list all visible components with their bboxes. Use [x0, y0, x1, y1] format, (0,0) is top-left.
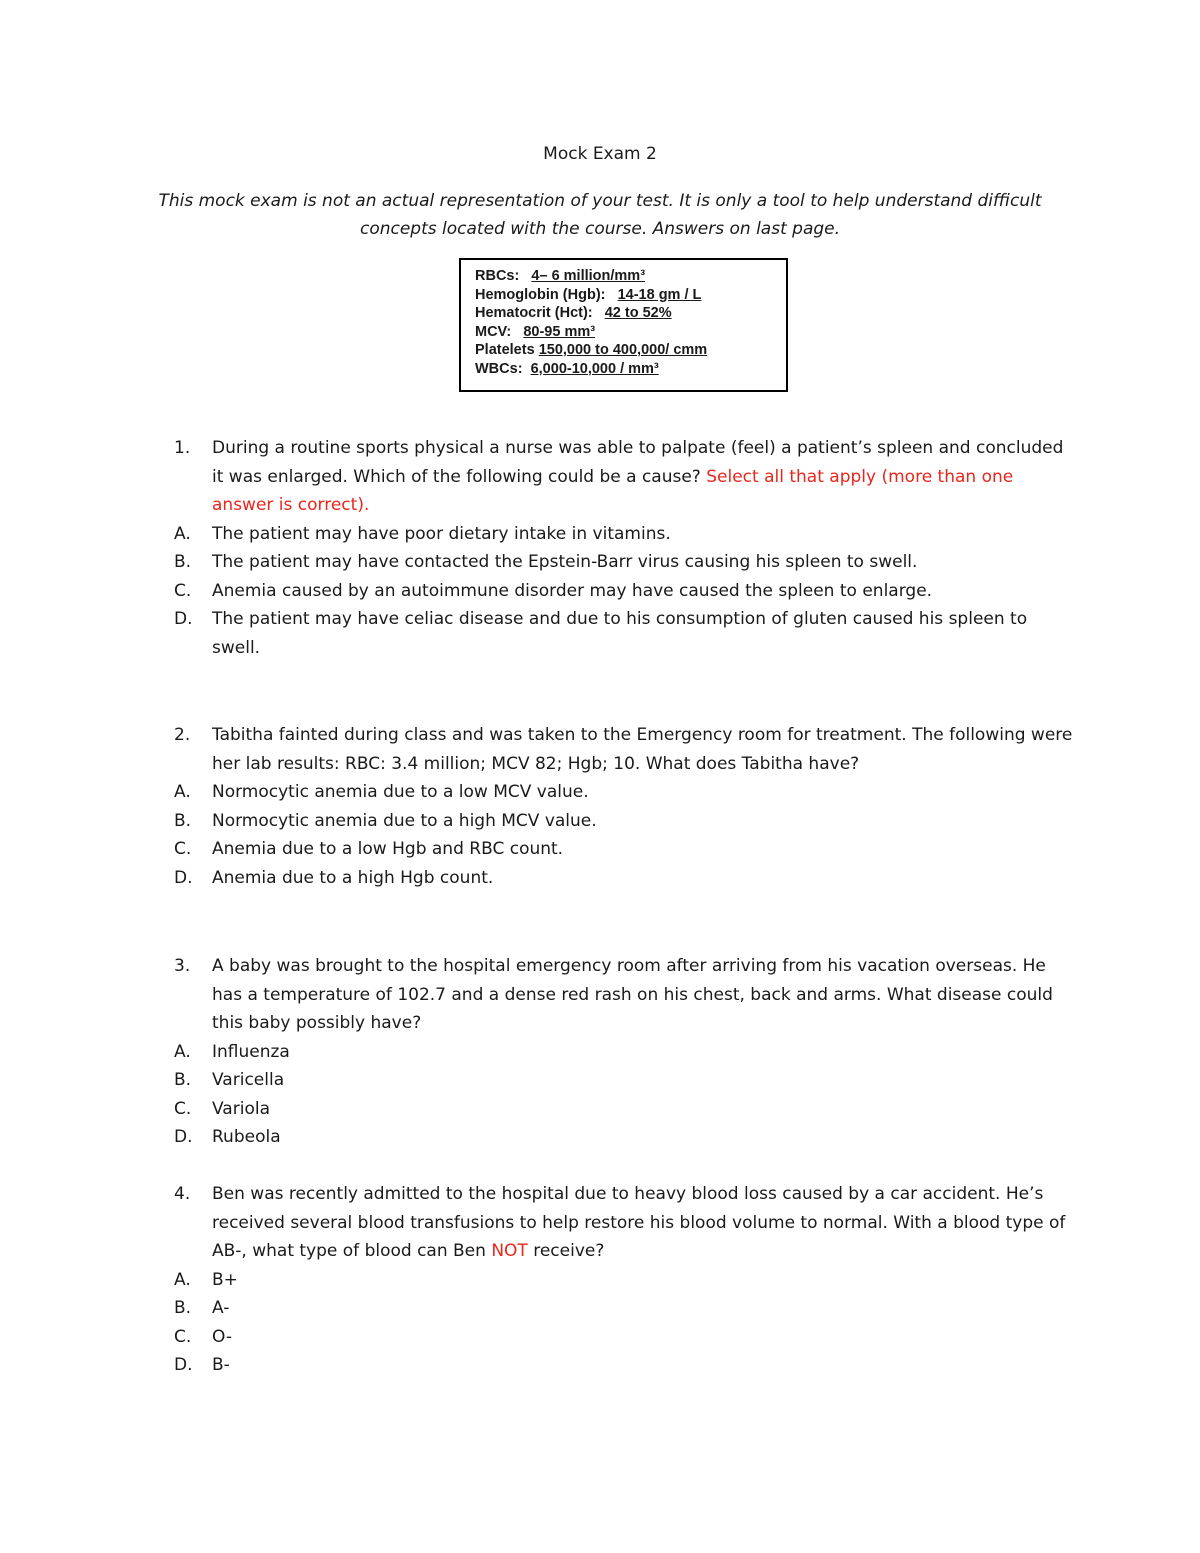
option-d[interactable] — [174, 605, 1074, 662]
option-letter: D. — [174, 1355, 193, 1375]
question-text — [212, 1180, 1074, 1266]
question-stem — [174, 721, 1074, 778]
option-text: Anemia caused by an autoimmune disorder may have caused the spleen to enlarge. — [212, 580, 933, 601]
option-text: Normocytic anemia due to a low MCV value. — [212, 782, 589, 802]
option-c[interactable] — [174, 577, 1074, 606]
question-text-part: Ben was recently admitted to the hospital due to heavy blood loss caused by a car accident. He’s received several blood transfusions to help restore his blood volume to normal. With a blood type of AB-, what type of blood can Ben — [212, 1184, 1066, 1261]
question-number: 3. — [174, 956, 191, 976]
ref-label: Hematocrit (Hct): — [475, 305, 593, 321]
question-text-part: During a routine sports physical a nurse was able to palpate (feel) a patient’s spleen and concluded it was enlarged. Which of the following could be a cause? — [212, 438, 1064, 487]
ref-value: 6,000-10,000 / mm³ — [530, 360, 659, 377]
option-letter: B. — [174, 810, 192, 831]
option-text: A- — [212, 1298, 230, 1318]
question-4 — [174, 1180, 1074, 1380]
question-text: Tabitha fainted during class and was taken to the Emergency room for treatment. The following were her lab results: RBC: 3.4 million; MCV 82; Hgb; 10. What does Tabitha have? — [212, 725, 1073, 774]
reference-values-box — [459, 258, 788, 392]
option-text: Anemia due to a high Hgb count. — [212, 867, 494, 888]
option-b[interactable] — [174, 548, 1074, 577]
option-text: Rubeola — [212, 1127, 281, 1147]
question-3 — [174, 952, 1074, 1152]
ref-row-hematocrit — [475, 304, 786, 323]
option-text: B+ — [212, 1269, 238, 1290]
option-letter: A. — [174, 1269, 191, 1290]
question-emphasis-red: NOT — [491, 1241, 528, 1261]
option-letter: B. — [174, 552, 192, 572]
option-letter: D. — [174, 1127, 193, 1147]
question-number: 2. — [174, 725, 191, 745]
option-letter: B. — [174, 1070, 192, 1090]
option-b[interactable] — [174, 1066, 1074, 1095]
option-text: Normocytic anemia due to a high MCV value. — [212, 810, 597, 831]
question-1 — [174, 434, 1074, 662]
ref-row-platelets — [475, 341, 786, 360]
question-text: A baby was brought to the hospital emergency room after arriving from his vacation overseas. He has a temperature of 102.7 and a dense red rash on his chest, back and arms. What disease could this baby possibly have? — [212, 956, 1053, 1033]
option-c[interactable] — [174, 1323, 1074, 1352]
option-c[interactable] — [174, 1095, 1074, 1124]
option-text: The patient may have contacted the Epstein-Barr virus causing his spleen to swell. — [212, 552, 918, 572]
ref-value: 80-95 mm³ — [523, 323, 596, 340]
ref-label: RBCs: — [475, 268, 520, 284]
question-2 — [174, 721, 1074, 892]
option-d[interactable] — [174, 1123, 1074, 1152]
option-d[interactable] — [174, 1351, 1074, 1380]
option-letter: D. — [174, 609, 193, 629]
option-letter: D. — [174, 867, 193, 888]
option-a[interactable] — [174, 520, 1074, 549]
option-letter: C. — [174, 1326, 192, 1347]
option-letter: C. — [174, 839, 192, 859]
option-text: The patient may have poor dietary intake in vitamins. — [212, 523, 671, 544]
option-letter: A. — [174, 523, 191, 544]
option-text: Variola — [212, 1098, 270, 1119]
ref-row-hemoglobin — [475, 286, 786, 305]
option-text: Anemia due to a low Hgb and RBC count. — [212, 839, 564, 859]
option-c[interactable] — [174, 835, 1074, 864]
option-d[interactable] — [174, 864, 1074, 893]
option-letter: A. — [174, 1041, 191, 1062]
option-a[interactable] — [174, 1266, 1074, 1295]
ref-label: MCV: — [475, 323, 512, 340]
disclaimer-text: This mock exam is not an actual representation of your test. It is only a tool to help understand difficult concepts located with the course. Answers on last page. — [158, 191, 1042, 239]
ref-value: 150,000 to 400,000/ cmm — [538, 342, 708, 358]
option-text: B- — [212, 1355, 230, 1375]
option-letter: C. — [174, 580, 192, 601]
ref-value: 4– 6 million/mm³ — [531, 268, 646, 284]
page-title: Mock Exam 2 — [543, 144, 657, 164]
question-stem — [174, 1180, 1074, 1266]
option-letter: B. — [174, 1298, 192, 1318]
ref-value: 14-18 gm / L — [617, 286, 702, 303]
question-text — [212, 434, 1074, 520]
option-text: Varicella — [212, 1070, 285, 1090]
option-text: O- — [212, 1326, 232, 1347]
option-a[interactable] — [174, 778, 1074, 807]
question-stem — [174, 952, 1074, 1038]
ref-value: 42 to 52% — [604, 305, 672, 321]
option-a[interactable] — [174, 1038, 1074, 1067]
option-text: Influenza — [212, 1041, 290, 1062]
option-text: The patient may have celiac disease and due to his consumption of gluten caused his spleen to swell. — [212, 609, 1028, 658]
ref-row-wbc — [475, 360, 786, 379]
option-letter: A. — [174, 782, 191, 802]
question-stem — [174, 434, 1074, 520]
ref-label: Hemoglobin (Hgb): — [475, 286, 606, 303]
question-instruction-red: Select all that apply (more than one answer is correct). — [212, 466, 1014, 515]
option-b[interactable] — [174, 1294, 1074, 1323]
ref-row-mcv — [475, 323, 786, 342]
option-b[interactable] — [174, 807, 1074, 836]
ref-label: WBCs: — [475, 360, 523, 377]
question-number: 4. — [174, 1184, 191, 1204]
question-text-part: receive? — [527, 1241, 605, 1261]
question-number: 1. — [174, 438, 191, 458]
ref-label: Platelets — [475, 342, 535, 358]
option-letter: C. — [174, 1098, 192, 1119]
ref-row-rbc — [475, 267, 786, 286]
